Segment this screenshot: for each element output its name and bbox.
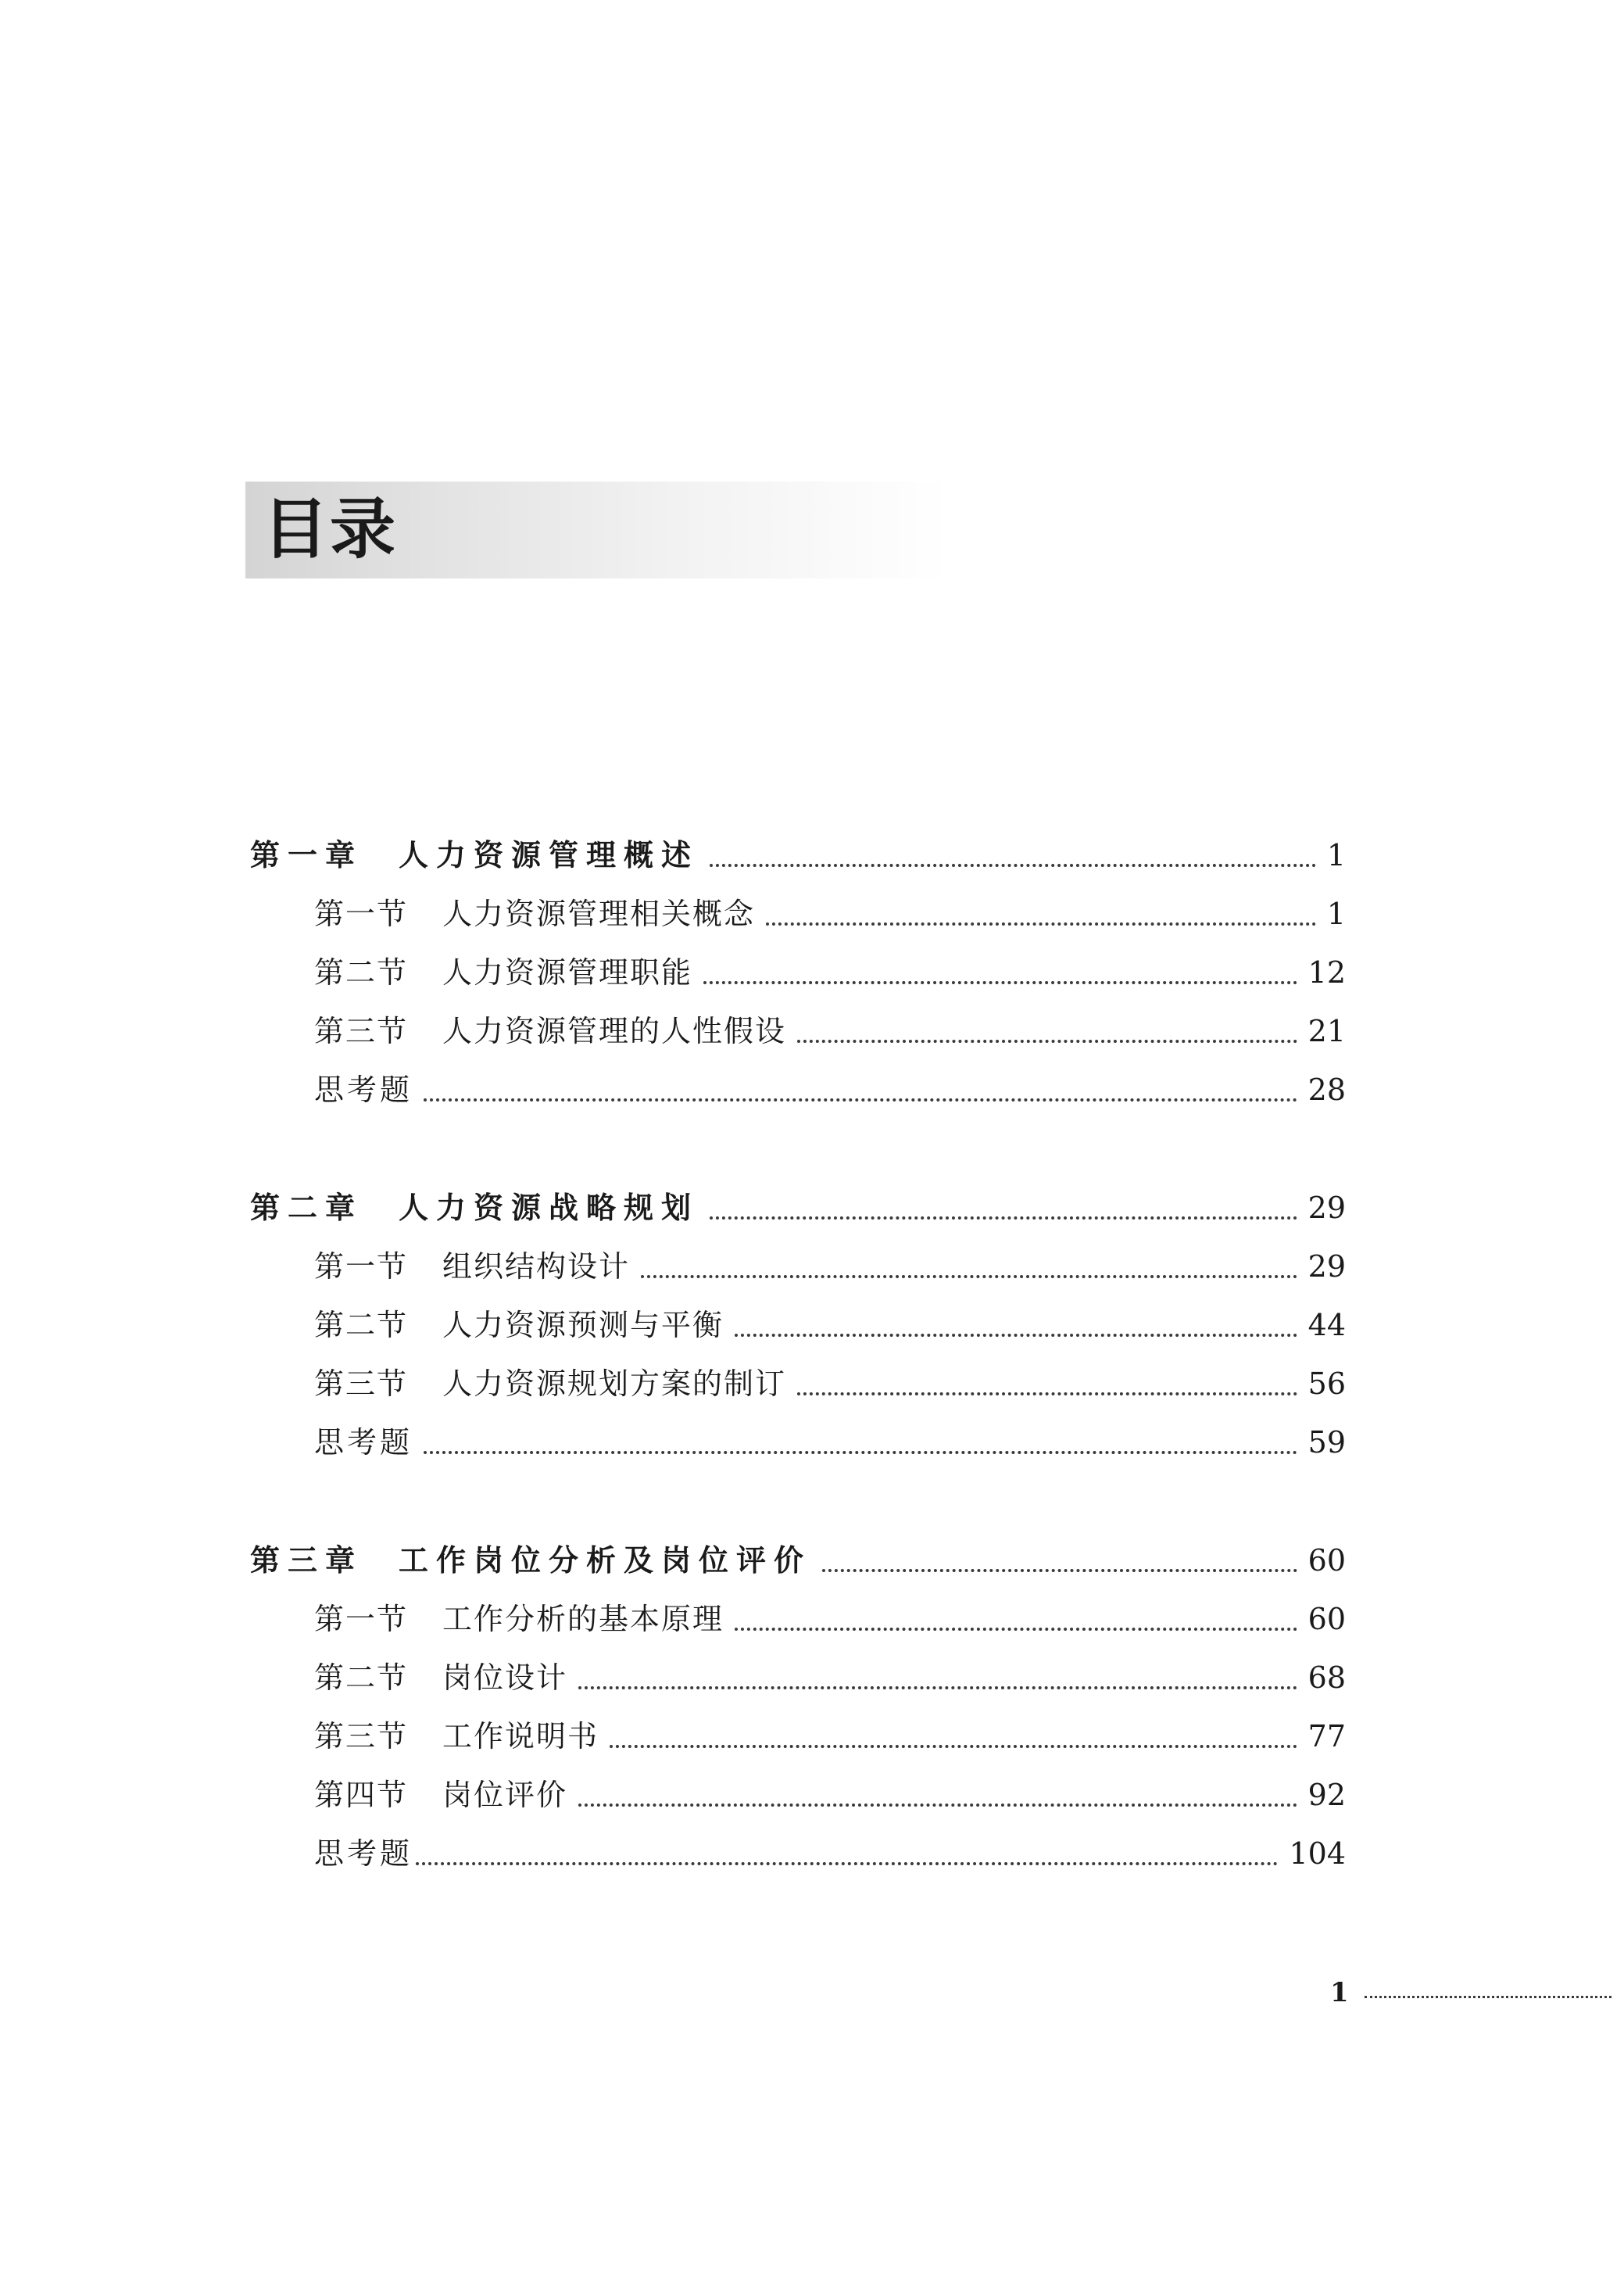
dot-leader: [797, 1038, 1297, 1043]
dot-leader: [710, 862, 1316, 867]
dot-leader: [797, 1391, 1297, 1395]
dot-leader: [578, 1685, 1297, 1689]
page-number: 12: [1307, 955, 1346, 990]
dot-leader: [416, 1861, 1278, 1865]
page-number: 104: [1289, 1836, 1346, 1871]
section-label: 第一节: [314, 1249, 409, 1284]
section-label: 第二节: [314, 955, 409, 990]
page-number: 21: [1307, 1014, 1346, 1048]
page-number: 1: [1326, 897, 1346, 931]
toc-section[interactable]: [314, 949, 1346, 996]
section-title: 人力资源规划方案的制订: [442, 1367, 787, 1401]
page-title: 目录: [263, 491, 398, 568]
dot-leader: [703, 980, 1297, 984]
page-number: 68: [1307, 1660, 1346, 1695]
section-label: 第三节: [314, 1014, 409, 1048]
section-label: 第三节: [314, 1719, 409, 1753]
page-number: 1: [1326, 838, 1346, 872]
dot-leader: [766, 921, 1316, 926]
section-label: 第一节: [314, 1602, 409, 1636]
section-title: 岗位评价: [442, 1778, 568, 1812]
chapter-label: 第一章: [250, 838, 363, 872]
section-label: 第二节: [314, 1660, 409, 1695]
page-number: 77: [1307, 1719, 1346, 1753]
toc-section[interactable]: [314, 1713, 1346, 1760]
page-number: 44: [1307, 1308, 1346, 1342]
toc-questions[interactable]: [314, 1066, 1346, 1113]
page-number: 60: [1307, 1602, 1346, 1636]
section-title: 人力资源预测与平衡: [442, 1308, 724, 1342]
toc-section[interactable]: [314, 1008, 1346, 1055]
chapter-label: 第三章: [250, 1543, 363, 1578]
section-label: 第二节: [314, 1308, 409, 1342]
dot-leader: [610, 1743, 1297, 1748]
toc-section[interactable]: [314, 1243, 1346, 1290]
section-title: 组织结构设计: [442, 1249, 631, 1284]
footer-dot-rule: [1365, 1994, 1611, 1998]
toc-section[interactable]: [314, 1302, 1346, 1349]
toc-section[interactable]: [314, 1360, 1346, 1407]
page-number: 59: [1307, 1425, 1346, 1460]
dot-leader: [710, 1215, 1297, 1220]
page-number: 60: [1307, 1543, 1346, 1578]
toc-chapter-1[interactable]: [250, 832, 1346, 879]
section-title: 岗位设计: [442, 1660, 568, 1695]
section-title: 人力资源管理相关概念: [442, 897, 756, 931]
section-title: 人力资源管理职能: [442, 955, 693, 990]
page-footer: [1330, 1973, 1611, 2012]
toc-section[interactable]: [314, 1771, 1346, 1818]
toc-section[interactable]: [314, 1654, 1346, 1701]
toc-questions[interactable]: [314, 1419, 1346, 1466]
section-label: 第四节: [314, 1778, 409, 1812]
dot-leader: [822, 1567, 1297, 1572]
questions-label: 思考题: [314, 1425, 413, 1460]
section-label: 第三节: [314, 1367, 409, 1401]
toc-questions[interactable]: [314, 1830, 1346, 1877]
dot-leader: [735, 1626, 1297, 1631]
dot-leader: [578, 1802, 1297, 1807]
toc-section[interactable]: [314, 1596, 1346, 1642]
questions-label: 思考题: [314, 1073, 413, 1107]
page-number: 56: [1307, 1367, 1346, 1401]
chapter-title: 人力资源战略规划: [399, 1191, 699, 1225]
section-label: 第一节: [314, 897, 409, 931]
page-number: 29: [1307, 1191, 1346, 1225]
page-number: 29: [1307, 1249, 1346, 1284]
dot-leader: [735, 1332, 1297, 1337]
dot-leader: [641, 1273, 1297, 1278]
page-number: 28: [1307, 1073, 1346, 1107]
toc-chapter-3[interactable]: [250, 1537, 1346, 1584]
section-title: 人力资源管理的人性假设: [442, 1014, 787, 1048]
questions-label: 思考题: [314, 1836, 413, 1871]
chapter-title: 工作岗位分析及岗位评价: [399, 1543, 812, 1578]
toc-section[interactable]: [314, 890, 1346, 937]
section-title: 工作说明书: [442, 1719, 599, 1753]
toc-chapter-2[interactable]: [250, 1184, 1346, 1231]
page-number: 92: [1307, 1778, 1346, 1812]
dot-leader: [424, 1449, 1297, 1454]
chapter-label: 第二章: [250, 1191, 363, 1225]
footer-page-number: 1: [1330, 1977, 1349, 2008]
section-title: 工作分析的基本原理: [442, 1602, 724, 1636]
chapter-title: 人力资源管理概述: [399, 838, 699, 872]
dot-leader: [424, 1097, 1297, 1101]
